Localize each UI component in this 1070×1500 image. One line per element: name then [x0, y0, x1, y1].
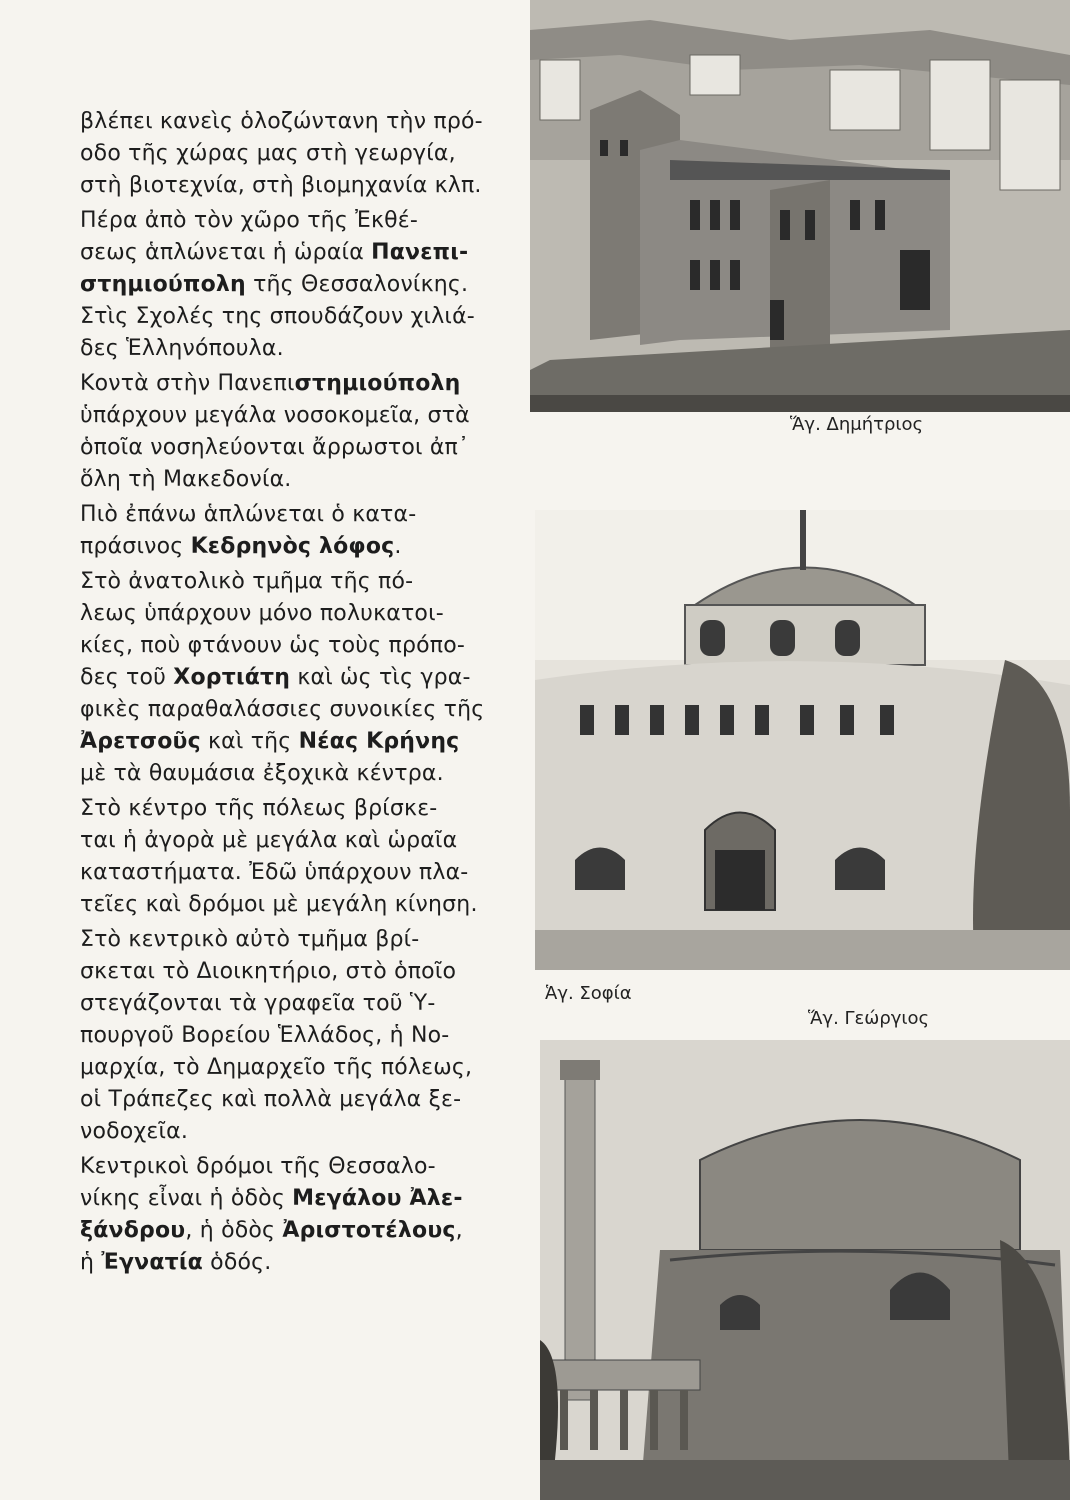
text-line: βλέπει κανεὶς ὁλοζώντανη τὴν πρό-	[80, 109, 483, 134]
text-line: πράσινος Κεδρηνὸς λόφος.	[80, 534, 402, 559]
text-line: ξάνδρου, ἡ ὁδὸς Ἀριστοτέλους,	[80, 1218, 463, 1243]
text-line: ται ἡ ἀγορὰ μὲ μεγάλα καὶ ὡραῖα	[80, 828, 458, 853]
text-line: δες τοῦ Χορτιάτη καὶ ὡς τὶς γρα-	[80, 665, 471, 690]
text-line: λεως ὑπάρχουν μόνο πολυκατοι-	[80, 601, 444, 626]
text-line: κίες, ποὺ φτάνουν ὡς τοὺς πρόπο-	[80, 633, 466, 658]
caption-agios-georgios: Ἅγ. Γεώργιος	[808, 1008, 930, 1029]
text-line: οδο τῆς χώρας μας στὴ γεωργία,	[80, 141, 456, 166]
text-line: τεῖες καὶ δρόμοι μὲ μεγάλη κίνηση.	[80, 892, 478, 917]
text-line: Στὶς Σχολές της σπουδάζουν χιλιά-	[80, 304, 475, 329]
body-text	[80, 106, 490, 1282]
text-line: μαρχία, τὸ Δημαρχεῖο τῆς πόλεως,	[80, 1055, 473, 1080]
photo-agios-georgios	[540, 1040, 1070, 1500]
text-line: μὲ τὰ θαυμάσια ἐξοχικὰ κέντρα.	[80, 761, 444, 786]
text-line: Κοντὰ στὴν Πανεπιστημιούπολη	[80, 371, 461, 396]
paragraph	[80, 793, 490, 921]
caption-agios-dimitrios: Ἅγ. Δημήτριος	[790, 414, 924, 435]
text-line: στεγάζονται τὰ γραφεῖα τοῦ Ὑ-	[80, 991, 436, 1016]
text-line: Στὸ ἀνατολικὸ τμῆμα τῆς πό-	[80, 569, 414, 594]
text-line: φικὲς παραθαλάσσιες συνοικίες τῆς	[80, 697, 485, 722]
text-line: οἱ Τράπεζες καὶ πολλὰ μεγάλα ξε-	[80, 1087, 462, 1112]
text-line: στημιούπολη τῆς Θεσσαλονίκης.	[80, 272, 469, 297]
text-line: νίκης εἶναι ἡ ὁδὸς Μεγάλου Ἀλε-	[80, 1186, 463, 1211]
paragraph	[80, 924, 490, 1148]
paragraph	[80, 368, 490, 496]
text-line: Στὸ κεντρικὸ αὐτὸ τμῆμα βρί-	[80, 927, 420, 952]
paragraph	[80, 106, 490, 202]
text-line: ὑπάρχουν μεγάλα νοσοκομεῖα, στὰ	[80, 403, 470, 428]
photo-agia-sofia	[535, 510, 1070, 970]
text-line: Ἀρετσοῦς καὶ τῆς Νέας Κρήνης	[80, 729, 460, 754]
paragraph	[80, 499, 490, 563]
text-line: Πιὸ ἐπάνω ἁπλώνεται ὁ κατα-	[80, 502, 417, 527]
paragraph	[80, 566, 490, 790]
text-line: ἡ Ἐγνατία ὁδός.	[80, 1250, 272, 1275]
caption-agia-sofia: Ἁγ. Σοφία	[545, 983, 632, 1004]
text-line: Κεντρικοὶ δρόμοι τῆς Θεσσαλο-	[80, 1154, 436, 1179]
text-line: ὅλη τὴ Μακεδονία.	[80, 467, 292, 492]
text-line: σκεται τὸ Διοικητήριο, στὸ ὁποῖο	[80, 959, 457, 984]
paragraph	[80, 205, 490, 365]
text-line: Πέρα ἀπὸ τὸν χῶρο τῆς Ἐκθέ-	[80, 208, 419, 233]
text-line: στὴ βιοτεχνία, στὴ βιομηχανία κλπ.	[80, 173, 482, 198]
photo-agios-dimitrios	[530, 0, 1070, 412]
text-line: ὁποῖα νοσηλεύονται ἄρρωστοι ἀπ᾿	[80, 435, 470, 460]
text-line: πουργοῦ Βορείου Ἑλλάδος, ἡ Νο-	[80, 1023, 450, 1048]
text-line: δες Ἑλληνόπουλα.	[80, 336, 284, 361]
paragraph	[80, 1151, 490, 1279]
text-line: νοδοχεῖα.	[80, 1119, 189, 1144]
text-line: Στὸ κέντρο τῆς πόλεως βρίσκε-	[80, 796, 438, 821]
text-line: καταστήματα. Ἐδῶ ὑπάρχουν πλα-	[80, 860, 469, 885]
text-line: σεως ἁπλώνεται ἡ ὡραία Πανεπι-	[80, 240, 469, 265]
